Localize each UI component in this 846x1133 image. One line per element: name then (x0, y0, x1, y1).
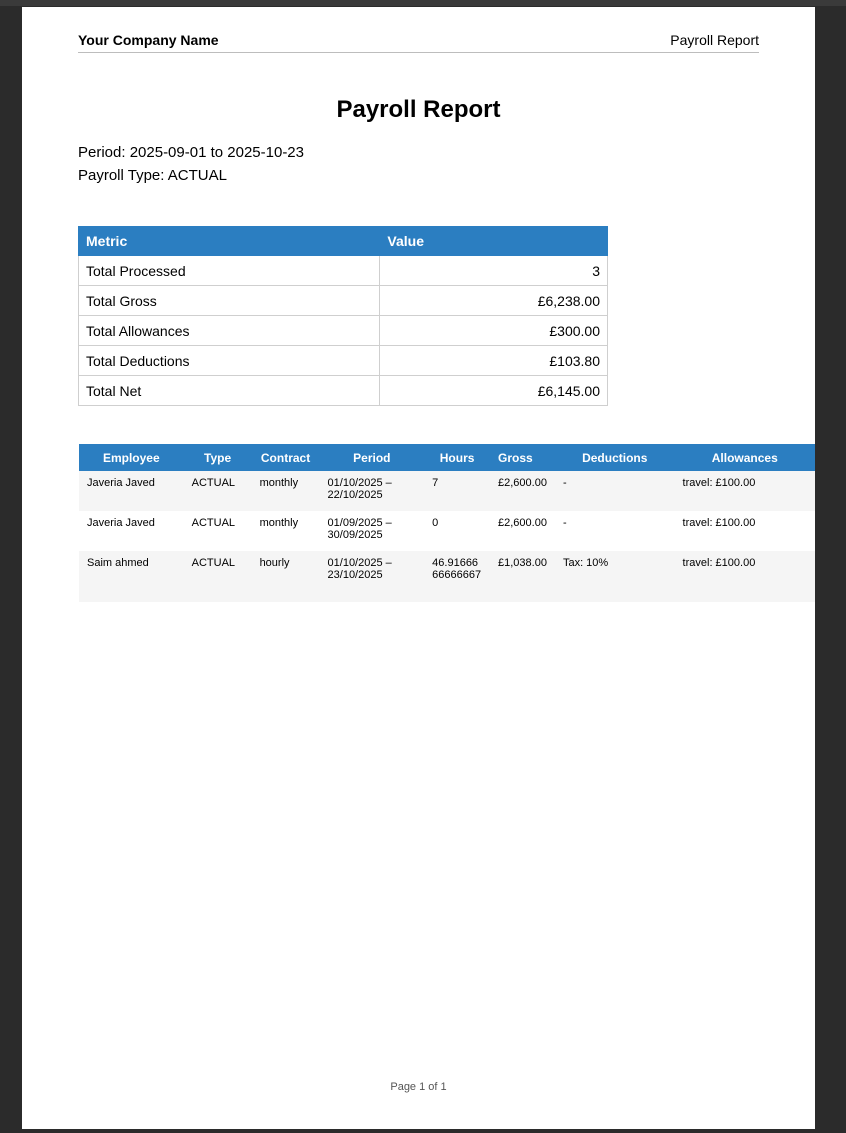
summary-metric: Total Net (79, 376, 380, 406)
cell-gross: £2,600.00 (490, 511, 555, 551)
summary-metric: Total Processed (79, 256, 380, 286)
period-line: Period: 2025-09-01 to 2025-10-23 (78, 144, 304, 161)
header-period: Period (320, 444, 425, 471)
header-contract: Contract (252, 444, 320, 471)
cell-period: 01/10/2025 – 22/10/2025 (320, 471, 425, 511)
report-page (22, 7, 815, 1129)
table-row (79, 511, 815, 551)
cell-allowances: travel: £100.00 (675, 551, 815, 602)
cell-deductions: - (555, 511, 675, 551)
header-allowances: Allowances (675, 444, 815, 471)
summary-value: £6,238.00 (380, 286, 608, 316)
cell-hours: 0 (424, 511, 490, 551)
summary-header-value: Value (380, 227, 608, 256)
summary-row (79, 286, 608, 316)
summary-row (79, 346, 608, 376)
cell-period: 01/09/2025 – 30/09/2025 (320, 511, 425, 551)
viewer-top-bar (0, 0, 846, 6)
cell-employee: Javeria Javed (79, 511, 184, 551)
summary-metric: Total Deductions (79, 346, 380, 376)
summary-row (79, 376, 608, 406)
cell-hours: 7 (424, 471, 490, 511)
cell-gross: £1,038.00 (490, 551, 555, 602)
employee-detail-table (79, 444, 815, 602)
cell-employee: Javeria Javed (79, 471, 184, 511)
cell-period: 01/10/2025 – 23/10/2025 (320, 551, 425, 602)
summary-value: £103.80 (380, 346, 608, 376)
header-type: Type (184, 444, 252, 471)
cell-gross: £2,600.00 (490, 471, 555, 511)
cell-type: ACTUAL (184, 471, 252, 511)
table-row (79, 551, 815, 602)
header-doc-label: Payroll Report (670, 32, 759, 48)
summary-row (79, 316, 608, 346)
cell-contract: monthly (252, 511, 320, 551)
cell-hours: 46.9166666666667 (424, 551, 490, 602)
company-name: Your Company Name (78, 32, 219, 48)
summary-table (78, 226, 608, 406)
summary-metric: Total Gross (79, 286, 380, 316)
page-title: Payroll Report (336, 96, 501, 123)
summary-metric: Total Allowances (79, 316, 380, 346)
header-hours: Hours (424, 444, 490, 471)
summary-header-row (79, 227, 608, 256)
cell-employee: Saim ahmed (79, 551, 184, 602)
cell-allowances: travel: £100.00 (675, 471, 815, 511)
table-row (79, 471, 815, 511)
summary-row (79, 256, 608, 286)
page-number: Page 1 of 1 (390, 1081, 447, 1093)
cell-type: ACTUAL (184, 511, 252, 551)
cell-type: ACTUAL (184, 551, 252, 602)
header-gross: Gross (490, 444, 555, 471)
cell-deductions: Tax: 10% (555, 551, 675, 602)
cell-contract: monthly (252, 471, 320, 511)
summary-value: £300.00 (380, 316, 608, 346)
cell-deductions: - (555, 471, 675, 511)
header-deductions: Deductions (555, 444, 675, 471)
header-employee: Employee (79, 444, 184, 471)
detail-header-row (79, 444, 815, 471)
cell-contract: hourly (252, 551, 320, 602)
page-header (78, 32, 759, 53)
summary-value: £6,145.00 (380, 376, 608, 406)
summary-header-metric: Metric (79, 227, 380, 256)
summary-value: 3 (380, 256, 608, 286)
cell-allowances: travel: £100.00 (675, 511, 815, 551)
payroll-type-line: Payroll Type: ACTUAL (78, 167, 227, 184)
